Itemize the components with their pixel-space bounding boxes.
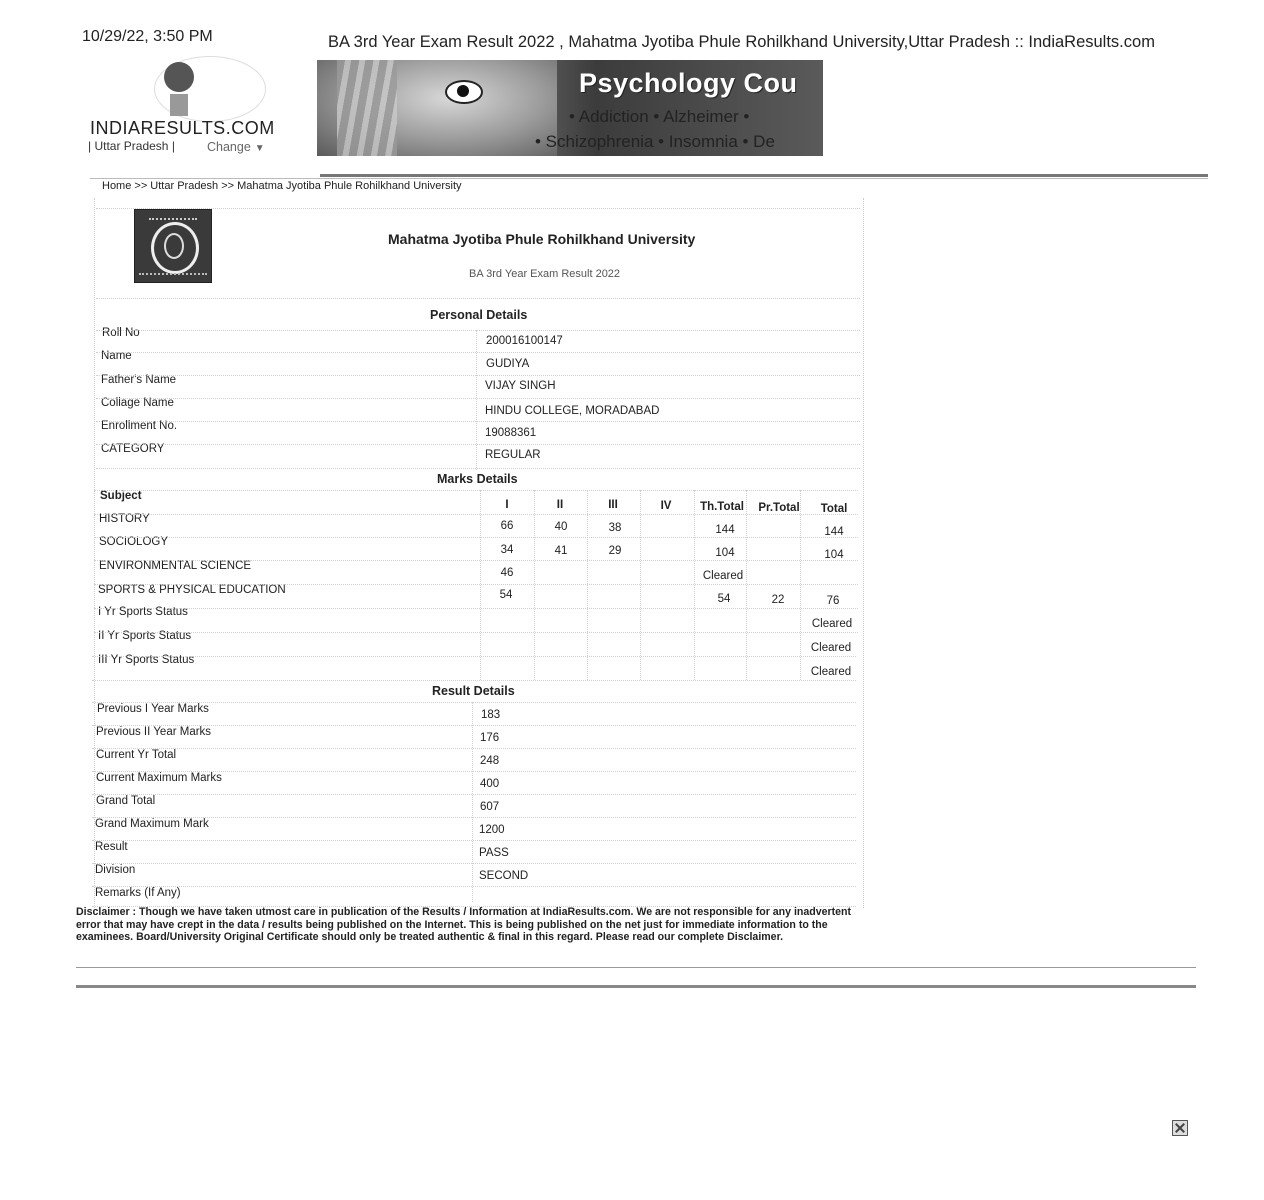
university-name: Mahatma Jyotiba Phule Rohilkhand University <box>388 231 696 247</box>
subject-name: ENVIRONMENTAL SCIENCE <box>99 560 252 572</box>
col-header-total: Total <box>820 503 848 515</box>
grid-vline <box>694 490 695 680</box>
mark-cell: 34 <box>500 544 514 556</box>
logo-dot-icon <box>164 62 194 92</box>
grid-hline <box>96 208 860 209</box>
grid-hline <box>92 725 856 726</box>
result-value: 607 <box>480 801 500 813</box>
grid-hline <box>94 560 858 561</box>
footer-divider <box>76 985 1196 988</box>
grid-hline <box>94 490 858 491</box>
personal-value: 19088361 <box>485 427 537 439</box>
mark-cell: 54 <box>499 589 513 601</box>
mark-cell: 66 <box>500 520 514 532</box>
personal-value: REGULAR <box>485 449 541 461</box>
subject-name: III Yr Sports Status <box>98 654 195 666</box>
grid-vline <box>746 490 747 680</box>
grid-hline <box>92 840 856 841</box>
grid-vline <box>587 490 588 680</box>
hand-image <box>337 60 397 156</box>
mark-cell: 38 <box>608 522 622 534</box>
banner-headline: Psychology Cou <box>579 68 798 98</box>
subject-name: SPORTS & PHYSICAL EDUCATION <box>98 584 286 596</box>
grid-hline <box>94 514 858 515</box>
result-value: 183 <box>481 709 501 721</box>
mark-cell: Cleared <box>810 666 852 678</box>
personal-value: VIJAY SINGH <box>485 380 556 392</box>
result-label: Current Maximum Marks <box>96 772 222 784</box>
grid-hline <box>96 398 860 399</box>
personal-label: Name <box>101 350 132 362</box>
mark-cell: 40 <box>554 521 568 533</box>
change-label: Change <box>207 140 251 154</box>
result-frame <box>94 198 864 908</box>
col-header-iv: IV <box>660 500 672 512</box>
mark-cell: 41 <box>554 545 568 557</box>
subject-name: I Yr Sports Status <box>98 606 188 618</box>
logo-text: INDIARESULTS.COM <box>90 118 275 138</box>
grid-hline <box>96 421 860 422</box>
grid-hline <box>96 468 860 469</box>
grid-vline <box>480 490 481 680</box>
mark-cell: Cleared <box>811 618 853 630</box>
mark-cell: 104 <box>715 547 735 559</box>
banner-line-1: • Addiction • Alzheimer • <box>569 107 750 126</box>
result-label: Grand Maximum Mark <box>95 818 209 830</box>
col-header-th-total: Th.Total <box>700 501 744 513</box>
marks-details-heading: Marks Details <box>437 472 518 486</box>
grid-hline <box>92 656 856 657</box>
eye-icon <box>445 80 483 104</box>
close-icon[interactable] <box>1172 1120 1188 1136</box>
grid-vline <box>800 490 801 680</box>
result-value: 400 <box>480 778 500 790</box>
grid-hline <box>92 886 856 887</box>
header-divider-thin <box>90 178 1208 179</box>
subject-name: II Yr Sports Status <box>98 630 192 642</box>
result-label: Division <box>95 864 136 876</box>
result-value: 1200 <box>479 824 505 836</box>
grid-vline <box>640 490 641 680</box>
logo-bar-icon <box>170 94 188 116</box>
grid-hline <box>92 863 856 864</box>
result-label: Previous I Year Marks <box>97 703 209 715</box>
result-value: 176 <box>480 732 500 744</box>
mark-cell: 46 <box>500 567 514 579</box>
mark-cell: 144 <box>715 524 735 536</box>
grid-hline <box>96 375 860 376</box>
personal-label: Collage Name <box>101 397 174 409</box>
print-page-title: BA 3rd Year Exam Result 2022 , Mahatma Jyotiba Phule Rohilkhand University,Uttar Pradesh :: IndiaResults.com <box>328 33 1155 51</box>
grid-hline <box>92 771 856 772</box>
personal-details-heading: Personal Details <box>430 308 528 322</box>
grid-hline <box>94 584 858 585</box>
grid-hline <box>92 702 856 703</box>
university-seal-logo <box>134 209 212 283</box>
disclaimer: Disclaimer : Though we have taken utmost care in publication of the Results / Information at IndiaResults.com. We are not responsible for any inadvertent error that may have crept in the data / results being published on the Internet. This is being published on the net just for immediate information to the examinees. Board/University Original Certificate should only be treated authentic & final in this regard. Please read our complete Disclaimer. <box>76 906 852 943</box>
col-header-iii: III <box>608 499 618 511</box>
print-date: 10/29/22, 3:50 PM <box>82 28 213 45</box>
result-label: Grand Total <box>96 795 156 807</box>
grid-hline <box>96 330 860 331</box>
personal-value: GUDIYA <box>486 358 530 370</box>
subject-name: SOCIOLOGY <box>99 536 169 548</box>
result-label: Remarks (If Any) <box>95 887 181 899</box>
grid-hline <box>92 748 856 749</box>
result-label: Result <box>95 841 128 853</box>
result-label: Current Yr Total <box>96 749 177 761</box>
col-header-ii: II <box>556 499 564 511</box>
state-label: | Uttar Pradesh | <box>88 139 175 153</box>
grid-hline <box>94 632 858 633</box>
mark-cell: Cleared <box>702 570 744 582</box>
grid-hline <box>94 608 858 609</box>
header-divider <box>320 174 1208 177</box>
subject-name: HISTORY <box>99 513 150 525</box>
grid-hline <box>94 537 858 538</box>
exam-name: BA 3rd Year Exam Result 2022 <box>469 268 621 280</box>
grid-hline <box>92 794 856 795</box>
grid-hline <box>92 680 856 681</box>
mark-cell: 76 <box>826 595 840 607</box>
breadcrumb-text[interactable]: Home >> Uttar Pradesh >> Mahatma Jyotiba Phule Rohilkhand University <box>102 180 462 192</box>
subject-header: Subject <box>100 490 142 502</box>
grid-hline <box>92 817 856 818</box>
personal-value: 200016100147 <box>486 335 563 347</box>
grid-hline <box>96 352 860 353</box>
personal-value: HINDU COLLEGE, MORADABAD <box>485 405 660 417</box>
personal-label: CATEGORY <box>101 443 165 455</box>
mark-cell: 54 <box>717 593 731 605</box>
result-value: SECOND <box>479 870 529 882</box>
mark-cell: Cleared <box>810 642 852 654</box>
caret-down-icon: ▼ <box>254 143 265 154</box>
change-state-link[interactable] <box>207 140 265 154</box>
footer-divider-thin <box>76 967 1196 968</box>
grid-vline <box>534 490 535 680</box>
personal-label: Roll No <box>102 327 140 339</box>
result-value: 248 <box>480 755 500 767</box>
mark-cell: 104 <box>824 549 844 561</box>
result-label: Previous II Year Marks <box>96 726 212 738</box>
mark-cell: 22 <box>771 594 785 606</box>
grid-vline <box>476 330 477 470</box>
personal-label: Father's Name <box>101 374 177 386</box>
grid-hline <box>96 298 860 299</box>
breadcrumb[interactable] <box>102 180 462 192</box>
result-value: PASS <box>479 847 509 859</box>
mark-cell: 144 <box>824 526 844 538</box>
col-header-i: I <box>505 499 509 511</box>
ad-banner[interactable] <box>317 60 823 156</box>
col-header-pr-total: Pr.Total <box>758 502 800 514</box>
result-details-heading: Result Details <box>432 684 515 698</box>
grid-vline <box>472 702 473 902</box>
personal-label: Enrollment No. <box>101 420 178 432</box>
mark-cell: 29 <box>608 545 622 557</box>
grid-hline <box>96 444 860 445</box>
site-logo[interactable] <box>88 60 278 160</box>
banner-line-2: • Schizophrenia • Insomnia • De <box>535 132 775 151</box>
